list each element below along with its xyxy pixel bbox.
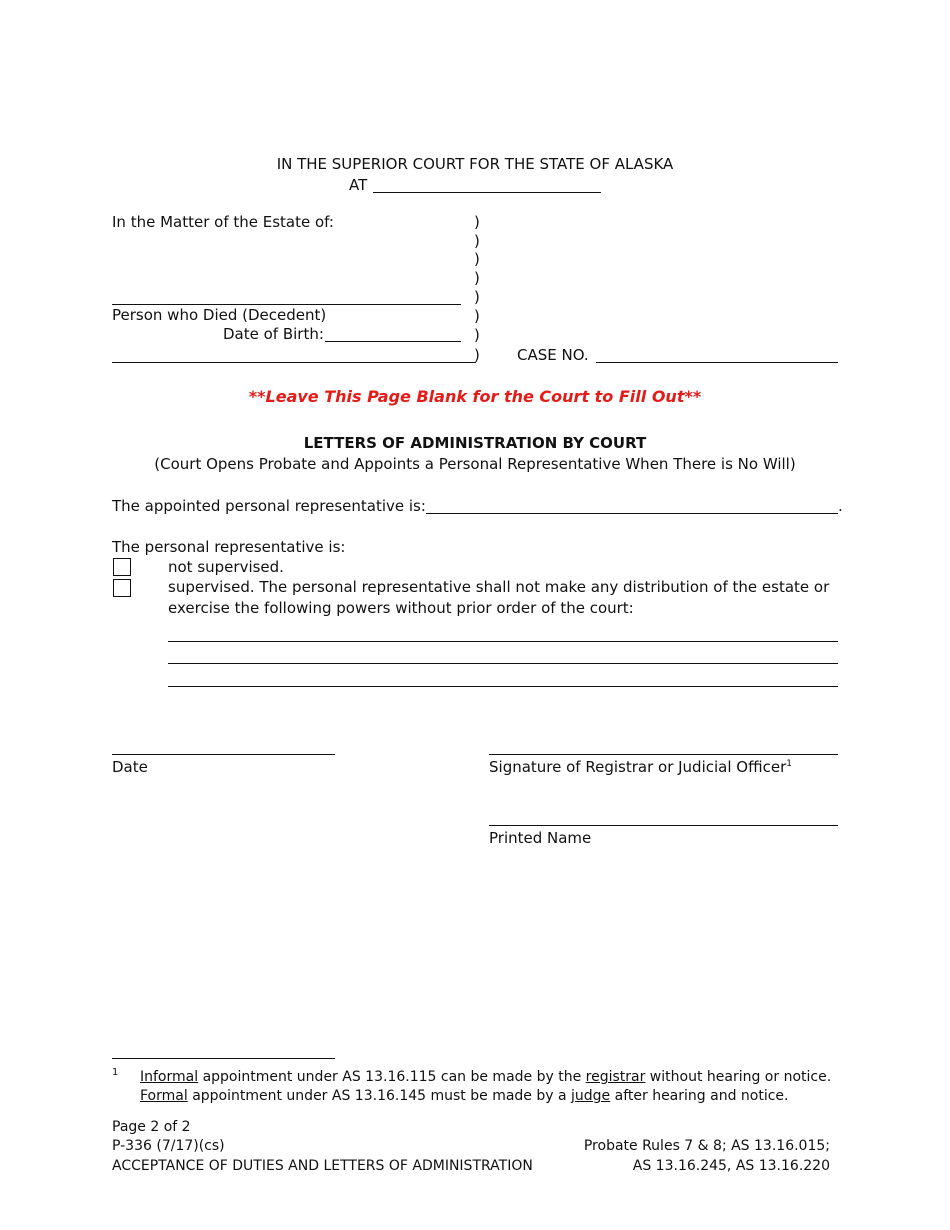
court-title: IN THE SUPERIOR COURT FOR THE STATE OF ALASKA <box>276 155 674 173</box>
caption-paren: ) <box>474 346 480 364</box>
caption-paren: ) <box>474 232 480 250</box>
supervised-checkbox[interactable] <box>113 579 131 597</box>
footnote-line-2: Formal appointment under AS 13.16.145 must be made by a judge after hearing and notice. <box>140 1088 789 1104</box>
printed-name-field[interactable] <box>489 825 838 826</box>
caption-paren: ) <box>474 269 480 287</box>
date-field[interactable] <box>112 754 335 755</box>
caption-bottom-line <box>112 362 476 363</box>
powers-line[interactable] <box>168 641 838 642</box>
date-label: Date <box>112 758 148 776</box>
caption-paren: ) <box>474 250 480 268</box>
rules-line-1: Probate Rules 7 & 8; AS 13.16.015; <box>583 1138 830 1154</box>
not-supervised-label: not supervised. <box>168 558 284 576</box>
supervised-label-continued: exercise the following powers without prior order of the court: <box>168 599 634 617</box>
at-label: AT <box>349 176 368 194</box>
caption-paren: ) <box>474 213 480 231</box>
pr-is-label: The personal representative is: <box>112 538 346 556</box>
decedent-name-field[interactable] <box>112 304 461 305</box>
case-label: CASE NO. <box>517 346 589 364</box>
signature-label: Signature of Registrar or Judicial Officer$^1$ <box>489 758 792 776</box>
appointed-pr-field[interactable] <box>426 513 838 514</box>
form-subtitle: (Court Opens Probate and Appoints a Personal Representative When There is No Will) <box>154 455 796 473</box>
appointed-period: . <box>838 497 843 515</box>
footnote-ref: 1 <box>786 759 792 769</box>
footnote-divider <box>112 1058 335 1059</box>
matter-label: In the Matter of the Estate of: <box>112 213 334 231</box>
footnote-line-1: Informal appointment under AS 13.16.115 can be made by the registrar without hearing or notice. <box>140 1069 832 1085</box>
printed-name-label: Printed Name <box>489 829 592 847</box>
person-label: Person who Died (Decedent) <box>112 306 327 324</box>
caption-paren: ) <box>474 307 480 325</box>
powers-line[interactable] <box>168 686 838 687</box>
rules-line-2: AS 13.16.245, AS 13.16.220 <box>632 1158 830 1174</box>
powers-line[interactable] <box>168 663 838 664</box>
case-number-field[interactable] <box>596 362 838 363</box>
appointed-label: The appointed personal representative is: <box>112 497 426 515</box>
caption-paren: ) <box>474 288 480 306</box>
dob-label: Date of Birth: <box>223 325 324 343</box>
form-title: LETTERS OF ADMINISTRATION BY COURT <box>303 434 647 452</box>
page-number: Page 2 of 2 <box>112 1119 191 1135</box>
form-name: ACCEPTANCE OF DUTIES AND LETTERS OF ADMINISTRATION <box>112 1158 533 1174</box>
caption-paren: ) <box>474 326 480 344</box>
signature-field[interactable] <box>489 754 838 755</box>
dob-field[interactable] <box>325 341 461 342</box>
court-notice: **Leave This Page Blank for the Court to Fill Out** <box>248 387 702 406</box>
at-location-field[interactable] <box>373 192 601 193</box>
footnote-number: 1 <box>112 1067 119 1078</box>
form-number: P-336 (7/17)(cs) <box>112 1138 225 1154</box>
not-supervised-checkbox[interactable] <box>113 558 131 576</box>
supervised-label: supervised. The personal representative shall not make any distribution of the estate or <box>168 578 830 596</box>
